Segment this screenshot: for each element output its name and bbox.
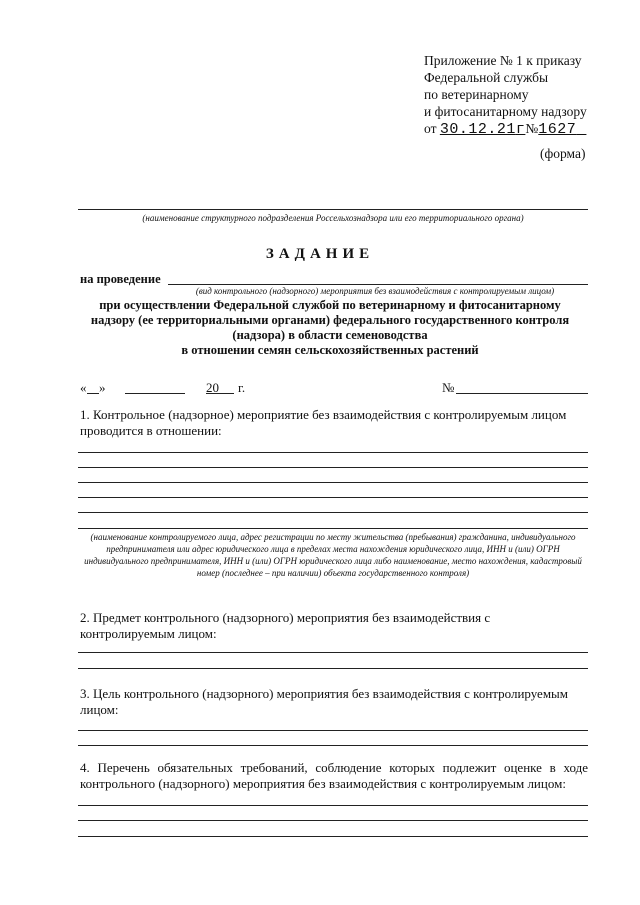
form-label: (форма) (540, 146, 586, 161)
section-1-fill-line-6 (78, 528, 588, 529)
section-2-line-1: 2. Предмет контрольного (надзорного) мероприятия без взаимодействия с (80, 610, 491, 625)
appendix-line-3: по ветеринарному (424, 87, 529, 102)
order-date: 30.12.21 (439, 121, 516, 138)
document-title: ЗАДАНИЕ (265, 246, 375, 262)
section-1-fill-line-5 (78, 512, 588, 513)
appendix-line-4: и фитосанитарному надзору (424, 104, 587, 119)
year-line (206, 393, 234, 394)
appendix-block (424, 52, 587, 138)
number-line (456, 393, 588, 394)
section-1-fill-line-1 (78, 452, 588, 453)
section-1-line-2: проводится в отношении: (80, 423, 222, 438)
month-line (125, 393, 185, 394)
order-number-underline (576, 121, 586, 136)
section-3-fill-line-2 (78, 745, 588, 746)
subtitle-line-1: при осуществлении Федеральной службой по ветеринарному и фитосанитарному (99, 298, 561, 312)
conduct-type-caption: (вид контрольного (надзорного) мероприятия без взаимодействия с контролируемым лицом) (195, 286, 555, 296)
section-4-text (80, 760, 588, 792)
order-reference (424, 120, 587, 138)
year-suffix: г. (238, 380, 246, 395)
section-4-fill-line-2 (78, 820, 588, 821)
section-3-text (80, 686, 588, 718)
order-prefix: от (424, 121, 437, 136)
year-century: 20 (206, 380, 219, 395)
subtitle-line-3: (надзора) в области семеноводства (232, 328, 428, 342)
subtitle-line-2: надзору (ее территориальными органами) федерального государственного контроля (90, 313, 570, 327)
section-4-fill-line-3 (78, 836, 588, 837)
order-number-sign: № (525, 121, 539, 136)
section-1-line-1: 1. Контрольное (надзорное) мероприятие без взаимодействия с контролируемым лицом (80, 407, 567, 422)
section-1-text (80, 407, 588, 439)
order-number: 1627 (538, 121, 577, 138)
section-2-fill-line-1 (78, 652, 588, 653)
section-1-fill-line-4 (78, 497, 588, 498)
subtitle-line-4: в отношении семян сельскохозяйственных растений (181, 343, 479, 357)
number-sign: № (442, 380, 455, 395)
appendix-line-2: Федеральной службы (424, 70, 549, 85)
section-3-fill-line-1 (78, 730, 588, 731)
section-2-text (80, 610, 588, 642)
section-1-fill-line-3 (78, 482, 588, 483)
date-quote-close: » (99, 380, 106, 395)
section-4-line-2: контрольного (надзорного) мероприятия без взаимодействия с контролируемым лицом: (80, 776, 566, 791)
day-line (87, 393, 99, 394)
document-subtitle (70, 298, 590, 358)
section-1-fill-line-2 (78, 467, 588, 468)
section-2-fill-line-2 (78, 668, 588, 669)
appendix-line-1: Приложение № 1 к приказу (424, 53, 582, 68)
conduct-label: на проведение (80, 272, 161, 286)
org-name-line (78, 209, 588, 210)
section-3-line-2: лицом: (80, 702, 119, 717)
section-4-fill-line-1 (78, 805, 588, 806)
section-1-caption: (наименование контролируемого лица, адрес регистрации по месту жительства (пребывания) гражданина, индивидуального предпринимателя или адрес юридического лица в пределах места нахождения юридического лица, ИНН и (или) ОГРН индивидуального предпринимателя, ИНН и (или) ОГРН юридического лица либо наименование, место нахождения, кадастровый номер (последнее – при наличии) объекта государственного контроля) (84, 532, 582, 578)
section-3-line-1: 3. Цель контрольного (надзорного) мероприятия без взаимодействия с контролируемым (80, 686, 569, 701)
date-quote-open: « (80, 380, 87, 395)
section-2-line-2: контролируемым лицом: (80, 626, 217, 641)
org-name-caption: (наименование структурного подразделения Россельхознадзора или его территориального органа) (142, 213, 524, 223)
section-4-line-1: 4. Перечень обязательных требований, соблюдение которых подлежит оценке в ходе (80, 760, 588, 775)
order-year-suffix: г (515, 121, 526, 138)
